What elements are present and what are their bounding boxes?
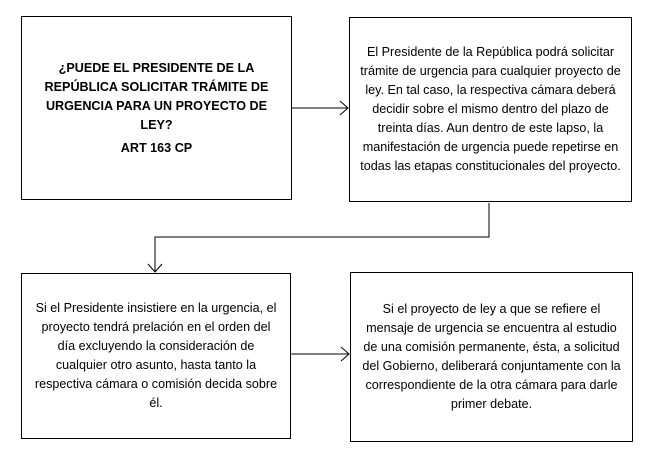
arrow-question-to-box1 xyxy=(292,101,348,115)
arrow-box1-to-box2 xyxy=(148,203,489,272)
box-urgency-request-text: El Presidente de la República podrá solicitar trámite de urgencia para cualquier proyecto de ley. En tal caso, la respectiva cámara deberá decidir sobre el mismo dentro del plazo de treinta días. Aun dentro de este lapso, la manifestación de urgencia puede repetirse en todas las etapas constitucionales del proyecto. xyxy=(360,45,621,173)
box-insistence-text: Si el Presidente insistiere en la urgencia, el proyecto tendrá prelación en el orden del día excluyendo la consideración de cualquier otro asunto, hasta tanto la respectiva cámara o comisión decida sobre él. xyxy=(34,301,278,410)
arrow-box2-to-box3 xyxy=(291,347,349,361)
question-text: ¿PUEDE EL PRESIDENTE DE LA REPÚBLICA SOLICITAR TRÁMITE DE URGENCIA PARA UN PROYECTO DE LEY? xyxy=(44,60,269,132)
box-joint-committee-text: Si el proyecto de ley a que se refiere el mensaje de urgencia se encuentra al estudio de una comisión permanente, ésta, a solicitud del Gobierno, deliberará conjuntamente con la correspondiente de la otra cámara para darle primer debate. xyxy=(362,302,621,411)
article-reference: ART 163 CP xyxy=(120,140,193,155)
